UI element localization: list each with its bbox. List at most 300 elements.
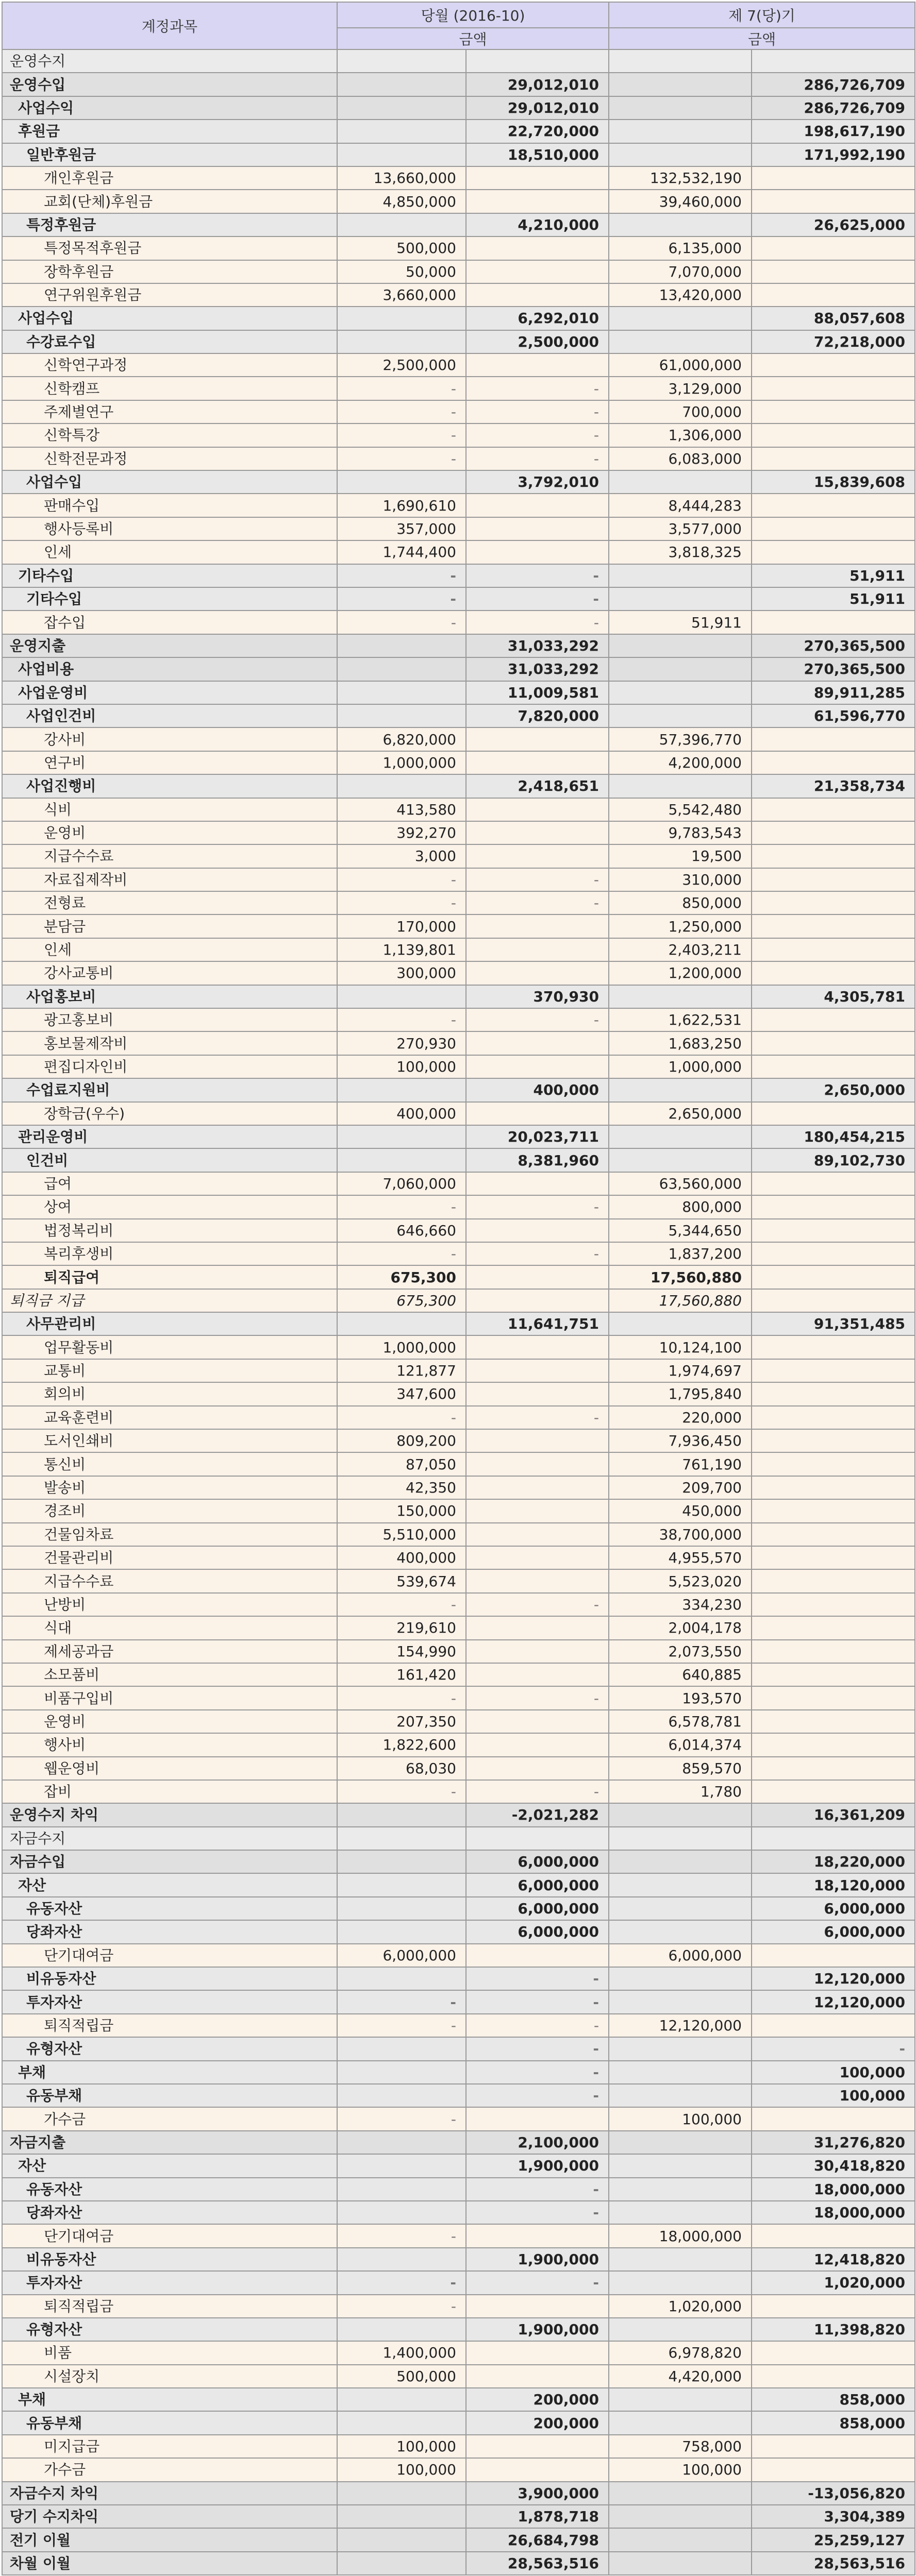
current-detail-amount: -: [337, 447, 466, 470]
account-label: 신학연구과정: [2, 353, 337, 377]
account-label: 건물임차료: [2, 1523, 337, 1546]
cumulative-subtotal-amount: [752, 751, 915, 774]
cumulative-detail-amount: 1,837,200: [609, 1242, 752, 1265]
cumulative-subtotal-amount: [752, 2224, 915, 2247]
cumulative-subtotal-amount: [752, 1944, 915, 1967]
current-subtotal-amount: 3,900,000: [466, 2482, 609, 2505]
account-label: 지급수수료: [2, 1569, 337, 1592]
account-label: 연구위원후원금: [2, 283, 337, 307]
account-label: 교통비: [2, 1359, 337, 1382]
cumulative-subtotal-amount: [752, 1476, 915, 1499]
current-month-header: 당월 (2016-10): [337, 2, 609, 28]
table-row: [2, 1920, 915, 1943]
current-detail-amount: [337, 2411, 466, 2434]
cumulative-detail-amount: [609, 1990, 752, 2013]
current-subtotal-amount: -: [466, 2084, 609, 2107]
cumulative-detail-amount: [609, 2318, 752, 2341]
cumulative-detail-amount: 193,570: [609, 1686, 752, 1709]
current-subtotal-amount: [466, 166, 609, 190]
current-detail-amount: -: [337, 1008, 466, 1031]
current-detail-amount: 6,000,000: [337, 1944, 466, 1967]
current-subtotal-amount: -: [466, 1406, 609, 1429]
table-row: [2, 190, 915, 213]
current-detail-amount: -: [337, 2224, 466, 2247]
current-subtotal-amount: [466, 1172, 609, 1195]
table-row: [2, 914, 915, 938]
table-row: [2, 2341, 915, 2364]
current-detail-amount: [337, 2061, 466, 2084]
cumulative-detail-amount: 800,000: [609, 1195, 752, 1218]
current-detail-amount: [337, 681, 466, 704]
current-amount-subheader: 금액: [337, 28, 609, 49]
current-detail-amount: 2,500,000: [337, 353, 466, 377]
cumulative-subtotal-amount: 51,911: [752, 564, 915, 587]
current-detail-amount: -: [337, 1686, 466, 1709]
account-label: 사업운영비: [2, 681, 337, 704]
cumulative-detail-amount: 5,344,650: [609, 1219, 752, 1242]
account-label: 지급수수료: [2, 844, 337, 868]
current-subtotal-amount: -: [466, 2061, 609, 2084]
cumulative-subtotal-amount: [752, 517, 915, 540]
current-subtotal-amount: [466, 1102, 609, 1125]
cumulative-detail-amount: [609, 564, 752, 587]
cumulative-subtotal-amount: [752, 2107, 915, 2130]
table-row: [2, 2388, 915, 2411]
cumulative-detail-amount: [609, 1312, 752, 1335]
cumulative-detail-amount: 3,818,325: [609, 540, 752, 564]
cumulative-detail-amount: [609, 143, 752, 166]
current-detail-amount: 207,350: [337, 1710, 466, 1733]
current-subtotal-amount: [466, 1429, 609, 1452]
table-row: [2, 2248, 915, 2271]
cumulative-subtotal-amount: 171,992,190: [752, 143, 915, 166]
cumulative-subtotal-amount: 858,000: [752, 2411, 915, 2434]
account-label: 전형료: [2, 891, 337, 914]
table-row: [2, 1967, 915, 1990]
account-label: 상여: [2, 1195, 337, 1218]
cumulative-detail-amount: 4,200,000: [609, 751, 752, 774]
current-subtotal-amount: -: [466, 2014, 609, 2037]
cumulative-subtotal-amount: [752, 2458, 915, 2481]
cumulative-subtotal-amount: 25,259,127: [752, 2528, 915, 2551]
current-detail-amount: [337, 2154, 466, 2177]
current-subtotal-amount: [466, 2295, 609, 2318]
table-row: [2, 2178, 915, 2201]
table-row: [2, 1757, 915, 1780]
current-subtotal-amount: 1,878,718: [466, 2505, 609, 2528]
cumulative-subtotal-amount: [752, 2341, 915, 2364]
current-detail-amount: [337, 1850, 466, 1873]
current-subtotal-amount: [466, 751, 609, 774]
cumulative-subtotal-amount: 72,218,000: [752, 330, 915, 353]
cumulative-detail-amount: 63,560,000: [609, 1172, 752, 1195]
current-detail-amount: 7,060,000: [337, 1172, 466, 1195]
cumulative-detail-amount: 17,560,880: [609, 1289, 752, 1312]
cumulative-subtotal-amount: 61,596,770: [752, 704, 915, 727]
cumulative-subtotal-amount: [752, 190, 915, 213]
cumulative-detail-amount: 57,396,770: [609, 727, 752, 751]
current-detail-amount: 4,850,000: [337, 190, 466, 213]
account-label: 자금수지 차익: [2, 2482, 337, 2505]
account-label: 자금수지: [2, 1827, 337, 1850]
cumulative-subtotal-amount: [752, 2014, 915, 2037]
current-detail-amount: 100,000: [337, 2435, 466, 2458]
cumulative-subtotal-amount: [752, 1335, 915, 1359]
current-detail-amount: -: [337, 2271, 466, 2294]
cumulative-subtotal-amount: 16,361,209: [752, 1803, 915, 1826]
cumulative-subtotal-amount: [752, 283, 915, 307]
cumulative-subtotal-amount: [752, 1616, 915, 1639]
table-row: [2, 2295, 915, 2318]
cumulative-subtotal-amount: 51,911: [752, 587, 915, 611]
cumulative-detail-amount: [609, 2505, 752, 2528]
current-detail-amount: [337, 96, 466, 120]
table-row: [2, 236, 915, 260]
account-label: 수강료수입: [2, 330, 337, 353]
table-header: [2, 2, 915, 49]
current-subtotal-amount: -: [466, 1195, 609, 1218]
cumulative-detail-amount: [609, 2178, 752, 2201]
table-row: [2, 2271, 915, 2294]
account-label: 운영수지 차익: [2, 1803, 337, 1826]
cumulative-detail-amount: 4,955,570: [609, 1546, 752, 1569]
cumulative-subtotal-amount: 21,358,734: [752, 774, 915, 798]
current-detail-amount: [337, 1920, 466, 1943]
account-label: 인건비: [2, 1148, 337, 1172]
current-detail-amount: [337, 49, 466, 73]
account-label: 차월 이월: [2, 2552, 337, 2575]
table-row: [2, 307, 915, 330]
cumulative-detail-amount: 19,500: [609, 844, 752, 868]
cumulative-subtotal-amount: [752, 1569, 915, 1592]
cumulative-subtotal-amount: [752, 423, 915, 447]
cumulative-detail-amount: [609, 1920, 752, 1943]
account-label: 특정후원금: [2, 213, 337, 236]
cumulative-subtotal-amount: [752, 260, 915, 283]
cumulative-subtotal-amount: [752, 1780, 915, 1803]
cumulative-detail-amount: 761,190: [609, 1452, 752, 1476]
cumulative-detail-amount: [609, 1827, 752, 1850]
account-label: 업무활동비: [2, 1335, 337, 1359]
table-row: [2, 120, 915, 143]
table-row: [2, 1312, 915, 1335]
cumulative-subtotal-amount: [752, 1452, 915, 1476]
cumulative-subtotal-amount: [752, 400, 915, 423]
current-detail-amount: 300,000: [337, 961, 466, 985]
table-row: [2, 985, 915, 1008]
account-label: 당기 수지차익: [2, 2505, 337, 2528]
current-detail-amount: [337, 2552, 466, 2575]
cumulative-subtotal-amount: [752, 1008, 915, 1031]
table-row: [2, 2411, 915, 2434]
cumulative-subtotal-amount: 6,000,000: [752, 1897, 915, 1920]
cumulative-subtotal-amount: 89,102,730: [752, 1148, 915, 1172]
cumulative-subtotal-amount: 31,276,820: [752, 2131, 915, 2154]
current-subtotal-amount: [466, 1452, 609, 1476]
current-subtotal-amount: 1,900,000: [466, 2318, 609, 2341]
current-subtotal-amount: 400,000: [466, 1078, 609, 1101]
current-subtotal-amount: [466, 236, 609, 260]
current-detail-amount: 809,200: [337, 1429, 466, 1452]
cumulative-subtotal-amount: [752, 1102, 915, 1125]
cumulative-detail-amount: 6,978,820: [609, 2341, 752, 2364]
account-label: 부채: [2, 2388, 337, 2411]
cumulative-detail-amount: 7,070,000: [609, 260, 752, 283]
cumulative-subtotal-amount: [752, 540, 915, 564]
current-subtotal-amount: [466, 1944, 609, 1967]
table-body: [2, 49, 915, 2575]
cumulative-subtotal-amount: [752, 494, 915, 517]
cumulative-detail-amount: 450,000: [609, 1499, 752, 1522]
current-subtotal-amount: 4,210,000: [466, 213, 609, 236]
current-subtotal-amount: 11,009,581: [466, 681, 609, 704]
table-row: [2, 2318, 915, 2341]
current-detail-amount: 100,000: [337, 2458, 466, 2481]
current-subtotal-amount: -: [466, 891, 609, 914]
cumulative-subtotal-amount: 1,020,000: [752, 2271, 915, 2294]
current-detail-amount: [337, 213, 466, 236]
table-row: [2, 704, 915, 727]
table-row: [2, 1640, 915, 1663]
current-detail-amount: [337, 1873, 466, 1896]
account-label: 사업수입: [2, 470, 337, 494]
table-row: [2, 2201, 915, 2224]
table-row: [2, 657, 915, 681]
current-detail-amount: [337, 1125, 466, 1148]
account-label: 연구비: [2, 751, 337, 774]
table-row: [2, 353, 915, 377]
current-subtotal-amount: 6,000,000: [466, 1873, 609, 1896]
cumulative-subtotal-amount: 4,305,781: [752, 985, 915, 1008]
table-row: [2, 1710, 915, 1733]
table-row: [2, 1335, 915, 1359]
cumulative-subtotal-amount: 270,365,500: [752, 657, 915, 681]
current-detail-amount: -: [337, 587, 466, 611]
current-detail-amount: 6,820,000: [337, 727, 466, 751]
table-row: [2, 213, 915, 236]
cumulative-detail-amount: [609, 2552, 752, 2575]
cumulative-subtotal-amount: [752, 1031, 915, 1055]
current-subtotal-amount: [466, 2341, 609, 2364]
cumulative-subtotal-amount: 270,365,500: [752, 634, 915, 657]
account-label: 강사비: [2, 727, 337, 751]
cumulative-detail-amount: 758,000: [609, 2435, 752, 2458]
current-subtotal-amount: -: [466, 1780, 609, 1803]
account-label: 퇴직금 지급: [2, 1289, 337, 1312]
cumulative-subtotal-amount: [752, 1289, 915, 1312]
cumulative-subtotal-amount: [752, 49, 915, 73]
cumulative-detail-amount: [609, 2271, 752, 2294]
current-subtotal-amount: -: [466, 564, 609, 587]
table-row: [2, 1850, 915, 1873]
cumulative-detail-amount: 13,420,000: [609, 283, 752, 307]
table-row: [2, 1242, 915, 1265]
cumulative-subtotal-amount: [752, 798, 915, 821]
account-label: 퇴직적립금: [2, 2014, 337, 2037]
current-subtotal-amount: 3,792,010: [466, 470, 609, 494]
account-label: 운영비: [2, 1710, 337, 1733]
account-label: 투자자산: [2, 2271, 337, 2294]
table-row: [2, 1546, 915, 1569]
table-row: [2, 1055, 915, 1078]
cumulative-detail-amount: 1,306,000: [609, 423, 752, 447]
cumulative-detail-amount: 2,004,178: [609, 1616, 752, 1639]
table-row: [2, 1499, 915, 1522]
account-label: 제세공과금: [2, 1640, 337, 1663]
current-subtotal-amount: [466, 1476, 609, 1499]
table-row: [2, 1008, 915, 1031]
current-subtotal-amount: 26,684,798: [466, 2528, 609, 2551]
table-row: [2, 1873, 915, 1896]
current-subtotal-amount: -: [466, 1990, 609, 2013]
account-label: 관리운영비: [2, 1125, 337, 1148]
cumulative-subtotal-amount: [752, 1686, 915, 1709]
cumulative-detail-amount: 51,911: [609, 611, 752, 634]
current-subtotal-amount: [466, 938, 609, 961]
current-subtotal-amount: [466, 2107, 609, 2130]
current-detail-amount: 392,270: [337, 821, 466, 844]
current-subtotal-amount: 2,100,000: [466, 2131, 609, 2154]
cumulative-detail-amount: [609, 681, 752, 704]
cumulative-detail-amount: 100,000: [609, 2107, 752, 2130]
cumulative-subtotal-amount: [752, 821, 915, 844]
cumulative-subtotal-amount: [752, 611, 915, 634]
current-subtotal-amount: [466, 1827, 609, 1850]
current-subtotal-amount: [466, 1335, 609, 1359]
current-subtotal-amount: [466, 260, 609, 283]
current-subtotal-amount: [466, 1569, 609, 1592]
current-detail-amount: 675,300: [337, 1289, 466, 1312]
cumulative-subtotal-amount: [752, 914, 915, 938]
cumulative-subtotal-amount: [752, 1195, 915, 1218]
table-row: [2, 96, 915, 120]
cumulative-detail-amount: 1,200,000: [609, 961, 752, 985]
current-detail-amount: [337, 2178, 466, 2201]
cumulative-subtotal-amount: 100,000: [752, 2084, 915, 2107]
cumulative-subtotal-amount: [752, 1499, 915, 1522]
cumulative-subtotal-amount: 198,617,190: [752, 120, 915, 143]
current-subtotal-amount: 200,000: [466, 2388, 609, 2411]
current-detail-amount: 413,580: [337, 798, 466, 821]
table-row: [2, 2458, 915, 2481]
cumulative-subtotal-amount: 18,120,000: [752, 1873, 915, 1896]
cumulative-subtotal-amount: 89,911,285: [752, 681, 915, 704]
cumulative-subtotal-amount: [752, 1827, 915, 1850]
cumulative-detail-amount: [609, 704, 752, 727]
current-detail-amount: [337, 1312, 466, 1335]
current-subtotal-amount: -: [466, 2037, 609, 2060]
current-detail-amount: -: [337, 2295, 466, 2318]
table-row: [2, 1031, 915, 1055]
account-label: 분담금: [2, 914, 337, 938]
cumulative-subtotal-amount: [752, 1382, 915, 1405]
table-row: [2, 166, 915, 190]
account-label: 교회(단체)후원금: [2, 190, 337, 213]
table-row: [2, 423, 915, 447]
current-detail-amount: -: [337, 1593, 466, 1616]
cumulative-detail-amount: [609, 330, 752, 353]
table-row: [2, 447, 915, 470]
current-subtotal-amount: 18,510,000: [466, 143, 609, 166]
cumulative-detail-amount: 700,000: [609, 400, 752, 423]
cumulative-detail-amount: [609, 2154, 752, 2177]
account-label: 사업인건비: [2, 704, 337, 727]
cumulative-detail-amount: 9,783,543: [609, 821, 752, 844]
cumulative-subtotal-amount: [752, 353, 915, 377]
current-detail-amount: 1,000,000: [337, 1335, 466, 1359]
cumulative-subtotal-amount: [752, 868, 915, 891]
current-detail-amount: -: [337, 2107, 466, 2130]
table-row: [2, 1780, 915, 1803]
current-subtotal-amount: [466, 914, 609, 938]
cumulative-detail-amount: 640,885: [609, 1663, 752, 1686]
cumulative-subtotal-amount: 26,625,000: [752, 213, 915, 236]
table-row: [2, 1102, 915, 1125]
account-label: 운영지출: [2, 634, 337, 657]
account-label: 난방비: [2, 1593, 337, 1616]
current-subtotal-amount: 20,023,711: [466, 1125, 609, 1148]
current-detail-amount: 500,000: [337, 236, 466, 260]
current-detail-amount: 68,030: [337, 1757, 466, 1780]
current-subtotal-amount: -: [466, 611, 609, 634]
cumulative-detail-amount: 209,700: [609, 1476, 752, 1499]
current-subtotal-amount: -: [466, 2178, 609, 2201]
cumulative-detail-amount: 310,000: [609, 868, 752, 891]
cumulative-subtotal-amount: -: [752, 2037, 915, 2060]
current-subtotal-amount: -: [466, 1967, 609, 1990]
current-detail-amount: 539,674: [337, 1569, 466, 1592]
current-subtotal-amount: [466, 540, 609, 564]
current-detail-amount: [337, 657, 466, 681]
current-subtotal-amount: 1,900,000: [466, 2154, 609, 2177]
account-label: 사업진행비: [2, 774, 337, 798]
cumulative-period-header: 제 7(당)기: [609, 2, 915, 28]
cumulative-subtotal-amount: [752, 166, 915, 190]
current-detail-amount: [337, 307, 466, 330]
current-detail-amount: -: [337, 611, 466, 634]
cumulative-subtotal-amount: [752, 1733, 915, 1756]
account-label: 인세: [2, 540, 337, 564]
statement-container: [2, 2, 914, 2575]
account-label: 유형자산: [2, 2318, 337, 2341]
cumulative-subtotal-amount: [752, 1242, 915, 1265]
account-label: 비유동자산: [2, 2248, 337, 2271]
current-detail-amount: 347,600: [337, 1382, 466, 1405]
cumulative-subtotal-amount: 88,057,608: [752, 307, 915, 330]
current-detail-amount: [337, 73, 466, 96]
cumulative-detail-amount: [609, 1873, 752, 1896]
cumulative-subtotal-amount: [752, 1406, 915, 1429]
current-detail-amount: 1,690,610: [337, 494, 466, 517]
table-row: [2, 1616, 915, 1639]
cumulative-detail-amount: 1,683,250: [609, 1031, 752, 1055]
current-subtotal-amount: 370,930: [466, 985, 609, 1008]
account-label: 통신비: [2, 1452, 337, 1476]
account-label: 광고홍보비: [2, 1008, 337, 1031]
account-label: 자료집제작비: [2, 868, 337, 891]
cumulative-detail-amount: [609, 1078, 752, 1101]
current-subtotal-amount: 1,900,000: [466, 2248, 609, 2271]
current-detail-amount: -: [337, 1406, 466, 1429]
current-detail-amount: 1,822,600: [337, 1733, 466, 1756]
account-label: 신학전문과정: [2, 447, 337, 470]
cumulative-detail-amount: 1,250,000: [609, 914, 752, 938]
cumulative-detail-amount: 2,650,000: [609, 1102, 752, 1125]
cumulative-subtotal-amount: 3,304,389: [752, 2505, 915, 2528]
current-subtotal-amount: [466, 727, 609, 751]
cumulative-detail-amount: 10,124,100: [609, 1335, 752, 1359]
current-detail-amount: 1,400,000: [337, 2341, 466, 2364]
